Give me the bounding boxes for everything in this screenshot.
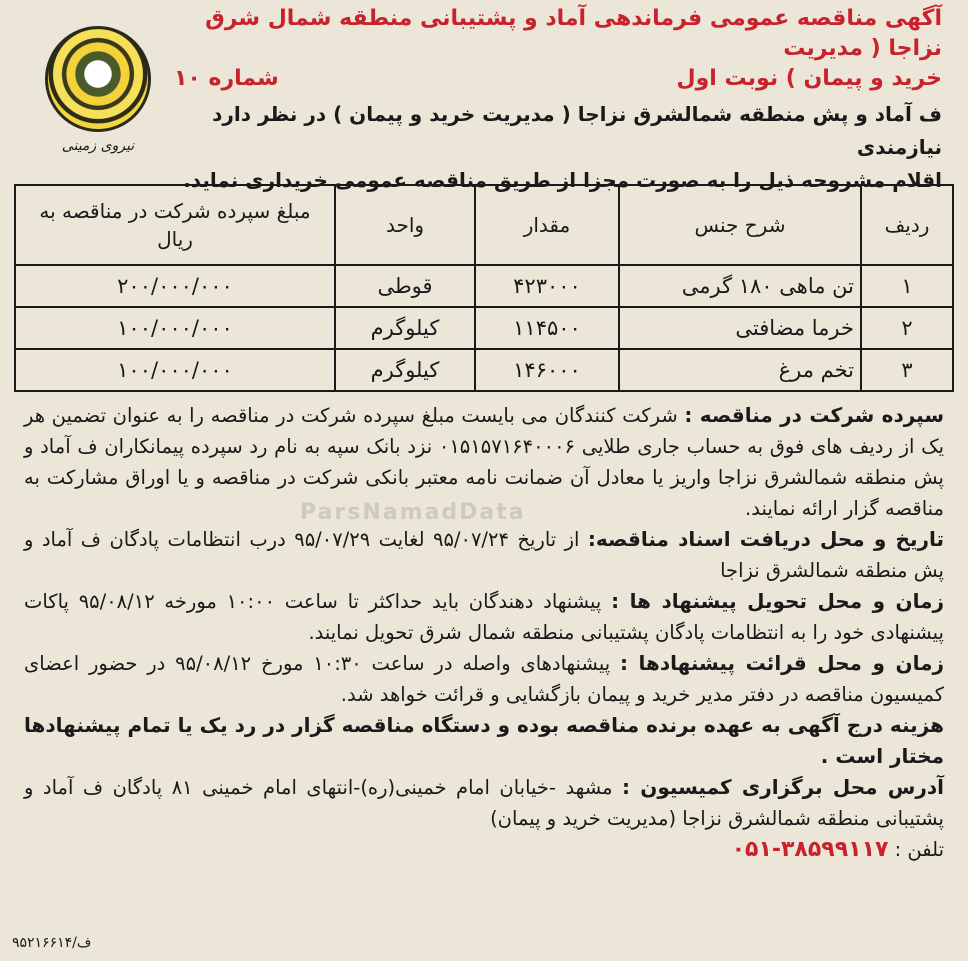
cell-deposit-amount: ۱۰۰/۰۰۰/۰۰۰ (15, 349, 335, 391)
table-row (15, 307, 953, 349)
header-deposit-amount: مبلغ سپرده شرکت در مناقصه به ریال (15, 185, 335, 265)
notice-header (14, 4, 954, 192)
cell-row-number: ۲ (861, 307, 953, 349)
documents-text: از تاریخ ۹۵/۰۷/۲۴ لغایت ۹۵/۰۷/۲۹ درب انتظامات پادگان ف آماد و پش منطقه شمالشرق نزاجا (24, 528, 944, 582)
table-row (15, 349, 953, 391)
header-row-number: ردیف (861, 185, 953, 265)
documents-section (24, 524, 944, 586)
reading-label: زمان و محل قرائت پیشنهادها : (619, 651, 944, 675)
table-row (15, 265, 953, 307)
header-quantity: مقدار (475, 185, 619, 265)
deposit-text: شرکت کنندگان می بایست مبلغ سپرده شرکت در مناقصه را به عنوان تضمین هر یک از ردیف های فوق به حساب جاری طلایی ۰۱۵۱۵۷۱۶۴۰۰۰۶ نزد بانک سپه به نام رد سپرده پیمانکاران ف آماد و پش منطقه شمالشرق نزاجا واریز یا معادل آن ضمانت نامه معتبر بانکی شرکت در مناقصه و یا اوراق مشارکت به مناقصه گزار ارائه نمایند. (24, 404, 944, 520)
footer-code: ف/۹۵۲۱۶۶۱۴ (12, 935, 92, 951)
documents-label: تاریخ و محل دریافت اسناد مناقصه: (587, 527, 944, 551)
deposit-label: سپرده شرکت در مناقصه : (684, 403, 944, 427)
reading-section (24, 648, 944, 710)
header-unit: واحد (335, 185, 475, 265)
title-line-2 (174, 64, 942, 94)
reading-text: پیشنهادهای واصله در ساعت ۱۰:۳۰ مورخ ۹۵/۰۸/۱۲ در حضور اعضای کمیسیون مناقصه در دفتر مدیر خرید و پیمان بازگشایی و قرائت خواهد شد. (24, 652, 944, 706)
phone-number: ۰۵۱-۳۸۵۹۹۱۱۷ (731, 837, 889, 862)
phone-section (24, 834, 944, 865)
cell-unit: قوطی (335, 265, 475, 307)
cell-unit: کیلوگرم (335, 349, 475, 391)
cell-deposit-amount: ۲۰۰/۰۰۰/۰۰۰ (15, 265, 335, 307)
cell-row-number: ۳ (861, 349, 953, 391)
notice-number: شماره ۱۰ (174, 66, 279, 91)
header-description: شرح جنس (619, 185, 861, 265)
emblem-caption: نیروی زمینی (61, 138, 135, 154)
cell-deposit-amount: ۱۰۰/۰۰۰/۰۰۰ (15, 307, 335, 349)
deposit-section (24, 400, 944, 524)
cell-quantity: ۱۴۶۰۰۰ (475, 349, 619, 391)
title-line-2-a: خرید و پیمان ) نوبت اول (676, 66, 942, 91)
delivery-section (24, 586, 944, 648)
cell-description: تن ماهی ۱۸۰ گرمی (619, 265, 861, 307)
address-label: آدرس محل برگزاری کمیسیون : (622, 775, 945, 799)
cell-description: خرما مضافتی (619, 307, 861, 349)
notice-body (14, 392, 954, 865)
cell-unit: کیلوگرم (335, 307, 475, 349)
army-emblem (28, 26, 168, 174)
address-section (24, 772, 944, 834)
cell-quantity: ۴۲۳۰۰۰ (475, 265, 619, 307)
delivery-text: پیشنهاد دهندگان باید حداکثر تا ساعت ۱۰:۰۰ مورخه ۹۵/۰۸/۱۲ پاکات پیشنهادی خود را به انتظامات پادگان پشتیبانی منطقه شمال شرق تحویل نمایند. (24, 590, 944, 644)
phone-label: تلفن : (894, 838, 944, 861)
intro-line-1: ف آماد و پش منطقه شمالشرق نزاجا ( مدیریت خرید و پیمان ) در نظر دارد نیازمندی (212, 102, 942, 159)
watermark: ParsNamadData (300, 500, 526, 525)
table-header-row (15, 185, 953, 265)
emblem-seal-icon (45, 26, 151, 132)
delivery-label: زمان و محل تحویل پیشنهاد ها : (611, 589, 944, 613)
address-text: مشهد -خیابان امام خمینی(ره)-انتهای امام خمینی ۸۱ پادگان ف آماد و پشتیبانی منطقه شمالشرق نزاجا (مدیریت خرید و پیمان) (24, 776, 944, 830)
cost-section: هزینه درج آگهی به عهده برنده مناقصه بوده و دستگاه مناقصه گزار در رد یک یا تمام پیشنهادها مختار است . (24, 713, 944, 768)
title-line-1: آگهی مناقصه عمومی فرماندهی آماد و پشتیبانی منطقه شمال شرق نزاجا ( مدیریت (205, 6, 942, 61)
items-table (14, 184, 954, 392)
intro-line-2: اقلام مشروحه ذیل را به صورت مجزا از طریق مناقصه عمومی خریداری نماید. (183, 168, 942, 192)
cell-quantity: ۱۱۴۵۰۰ (475, 307, 619, 349)
cell-description: تخم مرغ (619, 349, 861, 391)
cell-row-number: ۱ (861, 265, 953, 307)
